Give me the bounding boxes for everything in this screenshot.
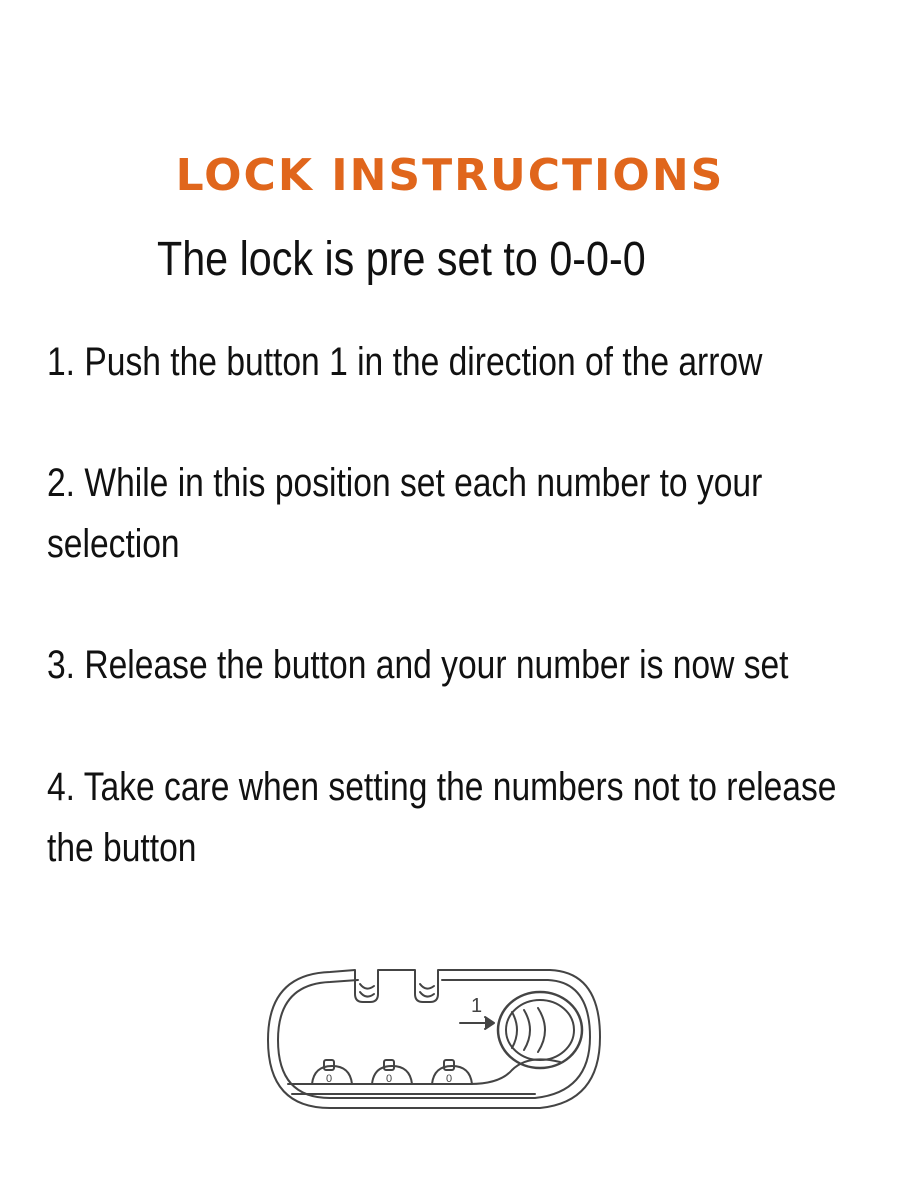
wheel-2-label: 0 [386, 1073, 393, 1085]
instruction-step-1: 1. Push the button 1 in the direction of the arrow [47, 340, 763, 384]
button-number-label: 1 [471, 995, 483, 1017]
preset-subtitle: The lock is pre set to 0-0-0 [157, 233, 646, 286]
release-button [498, 992, 582, 1068]
wheel-1-label: 0 [326, 1073, 333, 1085]
instruction-step-4: 4. Take care when setting the numbers not to release the button [47, 765, 837, 870]
wheel-3-label: 0 [446, 1073, 453, 1085]
combination-lock-illustration [260, 962, 610, 1122]
instruction-step-3: 3. Release the button and your number is now set [47, 643, 789, 687]
lock-drawing [260, 962, 610, 1122]
instruction-step-2: 2. While in this position set each number to your selection [47, 461, 763, 566]
page-title: LOCK INSTRUCTIONS [175, 150, 725, 201]
lock-body-outline [268, 970, 600, 1108]
